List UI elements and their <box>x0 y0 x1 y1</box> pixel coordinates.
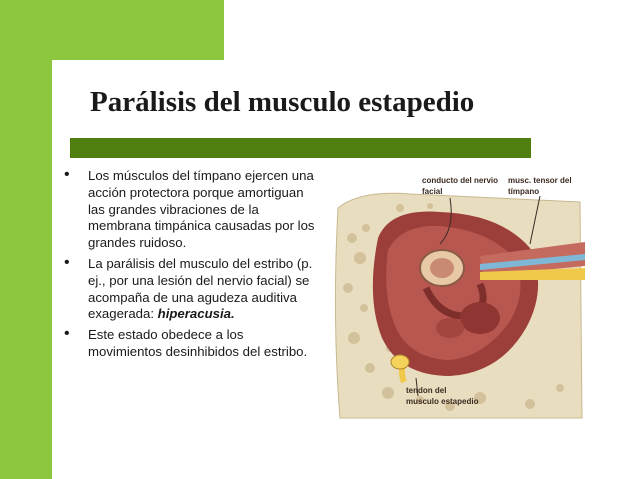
middle-ear-illustration <box>330 168 590 423</box>
label-line: tendon del <box>406 386 447 395</box>
bullet-text: La parálisis del musculo del estribo (p. ej., por una lesión del nervio facial) se acompaña de una agudeza auditiva exagerada: <box>88 255 313 322</box>
bullet-emphasis: hiperacusia. <box>157 306 235 322</box>
label-stapedius-tendon <box>406 386 478 407</box>
anatomy-drawing <box>330 168 590 423</box>
bullet-text: Los músculos del tímpano ejercen una acción protectora porque amortiguan las grandes vibraciones de la membrana timpánica causadas por los grandes ruidoso. <box>88 168 315 251</box>
label-line: tímpano <box>508 186 540 196</box>
left-accent-band <box>0 0 52 479</box>
label-line: facial <box>422 186 443 196</box>
label-line: musc. tensor del <box>508 176 572 185</box>
top-accent-band <box>0 0 224 60</box>
bullet-dot-icon: • <box>64 325 70 343</box>
bullet-item <box>62 168 320 252</box>
label-line: musculo estapedio <box>406 396 479 406</box>
slide-title: Parálisis del musculo estapedio <box>90 86 475 118</box>
bullet-dot-icon: • <box>64 253 70 271</box>
bullet-item <box>62 253 320 323</box>
bullet-text: Este estado obedece a los movimientos desinhibidos del estribo. <box>88 327 308 359</box>
bullet-list <box>62 168 320 365</box>
label-line: conducto del nervio <box>422 176 499 185</box>
bullet-dot-icon: • <box>64 166 70 183</box>
bullet-item <box>62 327 320 361</box>
label-tensor-tympani <box>508 176 572 197</box>
title-underline-bar <box>70 138 531 158</box>
label-facial-nerve-canal <box>422 176 498 197</box>
